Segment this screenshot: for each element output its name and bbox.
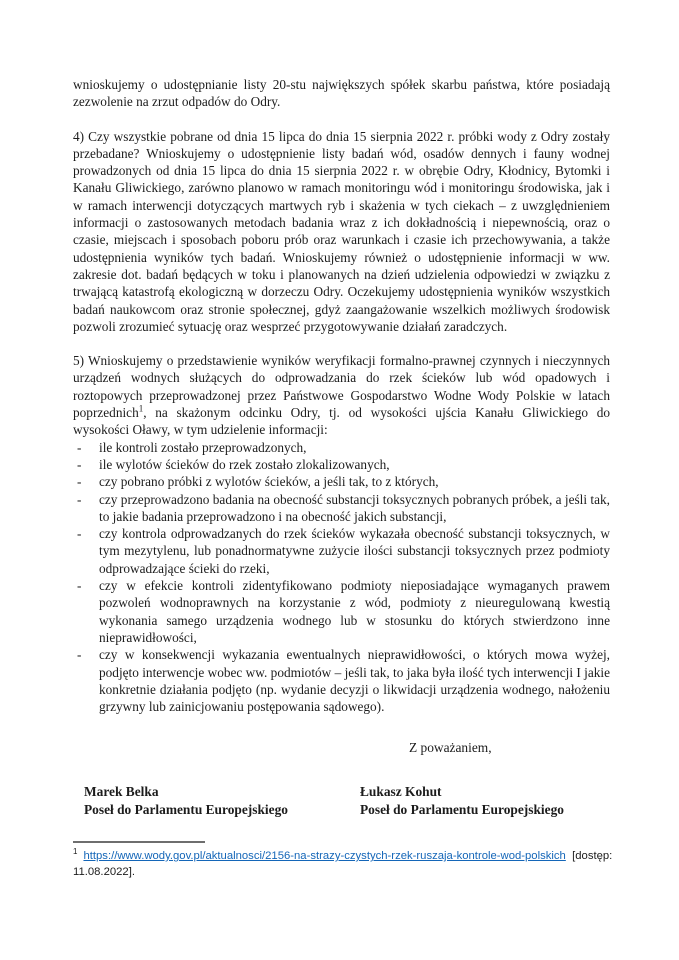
paragraph-5-text-after: , na skażonym odcinku Odry, tj. od wysokości ujścia Kanału Gliwickiego do wysokości Oławy, w tym udzielenie informacji: [73,405,610,438]
list-item [73,473,610,490]
list-dash: - [77,456,82,472]
intro-paragraph: wnioskujemy o udostępnianie listy 20-stu największych spółek skarbu państwa, które posiadają zezwolenie na zrzut odpadów do Odry. [73,77,610,110]
footnote-marker: 1 [73,847,78,857]
signature-title: Poseł do Parlamentu Europejskiego [360,801,564,817]
signature-marek-belka [84,783,288,818]
signature-lukasz-kohut [360,783,564,818]
list-dash: - [77,647,82,663]
list-item [73,439,610,456]
list-item-text: czy w efekcie kontroli zidentyfikowano podmioty nieposiadające wymaganych prawem pozwoleń wodnoprawnych na korzystanie z wód, podmioty z nieuregulowaną kwestią wykonania samego urządzenia wodnego lub w stosunku do których stwierdzono inne nieprawidłowości, [99,578,610,645]
list-item [73,646,610,715]
footnote-link[interactable]: https://www.wody.gov.pl/aktualnosci/2156-na-strazy-czystych-rzek-ruszaja-kontrole-wod-polskich [83,850,566,862]
list-dash: - [77,474,82,490]
list-item [73,491,610,526]
footnote-separator [73,841,205,843]
list-dash: - [77,439,82,455]
footnote [73,841,639,880]
request-list [73,439,610,716]
list-dash: - [77,578,82,594]
list-item [73,577,610,646]
footnote-access-prefix: [dostęp: [572,850,613,862]
footnote-access-date: 11.08.2022]. [73,866,135,878]
footnote-text [73,848,639,880]
letter-body [73,76,610,715]
list-item-text: ile kontroli zostało przeprowadzonych, [99,439,307,455]
signature-title: Poseł do Parlamentu Europejskiego [84,801,288,817]
paragraph-4: 4) Czy wszystkie pobrane od dnia 15 lipca do dnia 15 sierpnia 2022 r. próbki wody z Odry zostały przebadane? Wnioskujemy o udostępnienie listy badań wód, osadów dennych i fauny wodnej prowadzonych od dnia 15 lipca do dnia 15 sierpnia 2022 r. w obrębie Odry, Kłodnicy, Bytomki i Kanału Gliwickiego, zarówno planowo w ramach monitoringu wód i monitoringu środowiska, jak i w ramach interwencji dotyczących martwych ryb i skażenia w tych ciekach – z uwzględnieniem informacji o zastosowanych metodach badania wraz z ich dokładnością i niepewnością, oraz o czasie, miejscach i sposobach poboru prób oraz warunkach i czasie ich przechowywania, a także udostępnienia wyników tych badań. Wnioskujemy również o udostępnienie informacji w ww. zakresie dot. badań będących w toku i planowanych na dzień udzielenia odpowiedzi w związku z trwającą katastrofą ekologiczną w dorzeczu Odry. Oczekujemy udostępnienia wyników wszystkich badań naukowcom oraz stronie społecznej, gdyż zaangażowanie wszelkich możliwych środowisk pozwoli zrozumieć sytuację oraz wesprzeć przygotowywanie działań zaradczych. [73,128,610,334]
footnote-reference: 1 [138,403,144,414]
list-item [73,525,610,577]
list-item-text: ile wylotów ścieków do rzek zostało zlokalizowanych, [99,456,390,472]
list-item [73,456,610,473]
paragraph-5-text-before: 5) Wnioskujemy o przedstawienie wyników weryfikacji formalno-prawnej czynnych i nieczynnych urządzeń wodnych służących do odprowadzania do rzek ścieków lub wód opadowych i roztopowych przeprowadzonej przez Państwowe Gospodarstwo Wodne Wody Polskie w latach poprzednich [73,353,610,421]
paragraph-5 [73,352,610,438]
list-item-text: czy pobrano próbki z wylotów ścieków, a jeśli tak, to z których, [99,474,439,490]
list-item-text: czy w konsekwencji wykazania ewentualnych nieprawidłowości, o których mowa wyżej, podjęto interwencje wobec ww. podmiotów – jeśli tak, to jaka była ilość tych interwencji I jakie konkretnie działania podjęto (np. wydanie decyzji o likwidacji urządzenia wodnego, nałożeniu grzywny lub zainicjowaniu postępowania sądowego). [99,647,610,715]
list-dash: - [77,491,82,507]
list-dash: - [77,526,82,542]
signature-name: Marek Belka [84,784,159,799]
signature-name: Łukasz Kohut [360,784,442,799]
closing-salutation: Z poważaniem, [409,740,492,755]
list-item-text: czy przeprowadzono badania na obecność substancji toksycznych pobranych próbek, a jeśli tak, to jakie badania przeprowadzono i na obecność jakich substancji, [99,491,610,524]
list-item-text: czy kontrola odprowadzanych do rzek ścieków wykazała obecność substancji toksycznych, w tym mezytylenu, lub ponadnormatywne zużycie ilości substancji toksycznych przez podmioty odprowadzające ścieki do rzeki, [99,526,610,576]
